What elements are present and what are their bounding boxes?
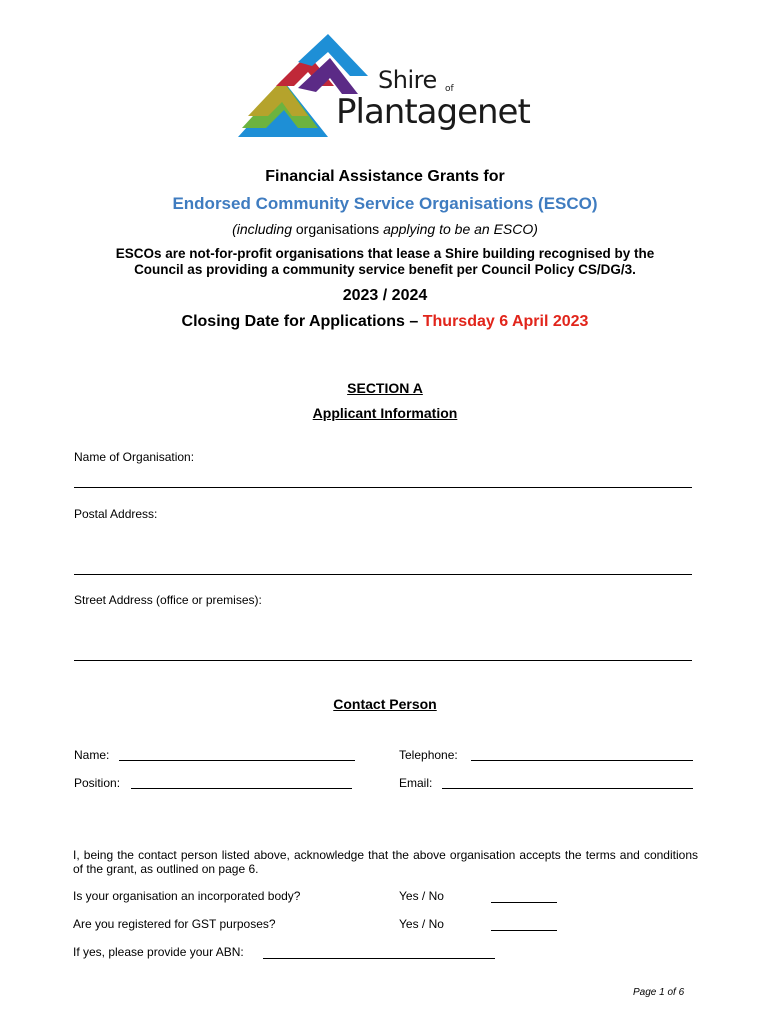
shire-logo bbox=[238, 32, 538, 147]
contact-heading: Contact Person bbox=[333, 696, 437, 712]
postal-address-field[interactable] bbox=[74, 574, 692, 575]
position-field[interactable] bbox=[131, 788, 352, 789]
logo-of-text: of bbox=[445, 84, 454, 94]
incorporated-answer-field[interactable] bbox=[491, 902, 557, 903]
abn-label: If yes, please provide your ABN: bbox=[73, 945, 244, 959]
gst-answer-field[interactable] bbox=[491, 930, 557, 931]
section-heading: SECTION A bbox=[347, 380, 423, 396]
org-name-field[interactable] bbox=[74, 487, 692, 488]
telephone-label: Telephone: bbox=[399, 748, 458, 762]
contact-name-field[interactable] bbox=[119, 760, 355, 761]
org-name-label: Name of Organisation: bbox=[74, 450, 195, 464]
esco-description bbox=[0, 246, 770, 278]
position-label: Position: bbox=[74, 776, 121, 790]
document-subtitle: Endorsed Community Service Organisations (ESCO) bbox=[172, 194, 598, 213]
note-part-2: organisations bbox=[295, 221, 380, 237]
esco-description-line-1: ESCOs are not-for-profit organisations that lease a Shire building recognised by the bbox=[115, 246, 655, 261]
logo-shire-text: Shire bbox=[378, 66, 437, 94]
closing-date bbox=[0, 313, 770, 331]
gst-yes-no[interactable]: Yes / No bbox=[399, 917, 444, 931]
incorporated-yes-no[interactable]: Yes / No bbox=[399, 889, 444, 903]
contact-name-label: Name: bbox=[74, 748, 110, 762]
section-subheading: Applicant Information bbox=[312, 405, 458, 421]
declaration-text: I, being the contact person listed above, acknowledge that the above organisation accepts the terms and conditions of the grant, as outlined on page 6. bbox=[73, 848, 698, 876]
page-number: Page 1 of 6 bbox=[633, 987, 685, 998]
closing-date-value: Thursday 6 April 2023 bbox=[422, 313, 589, 330]
abn-field[interactable] bbox=[263, 958, 495, 959]
incorporated-question: Is your organisation an incorporated body? bbox=[73, 889, 301, 903]
gst-question: Are you registered for GST purposes? bbox=[73, 917, 276, 931]
email-label: Email: bbox=[399, 776, 433, 790]
note-part-1: (including bbox=[232, 221, 292, 237]
email-field[interactable] bbox=[442, 788, 693, 789]
logo-plantagenet-text: Plantagenet bbox=[336, 92, 530, 132]
closing-date-label: Closing Date for Applications – bbox=[181, 313, 419, 330]
document-title: Financial Assistance Grants for bbox=[265, 168, 505, 185]
street-address-label: Street Address (office or premises): bbox=[74, 593, 262, 607]
grant-year: 2023 / 2024 bbox=[342, 287, 428, 304]
postal-address-label: Postal Address: bbox=[74, 507, 158, 521]
note-part-3: applying to be an ESCO) bbox=[383, 221, 538, 237]
eligibility-note bbox=[0, 221, 770, 237]
telephone-field[interactable] bbox=[471, 760, 693, 761]
esco-description-line-2: Council as providing a community service benefit per Council Policy CS/DG/3. bbox=[134, 262, 636, 277]
street-address-field[interactable] bbox=[74, 660, 692, 661]
